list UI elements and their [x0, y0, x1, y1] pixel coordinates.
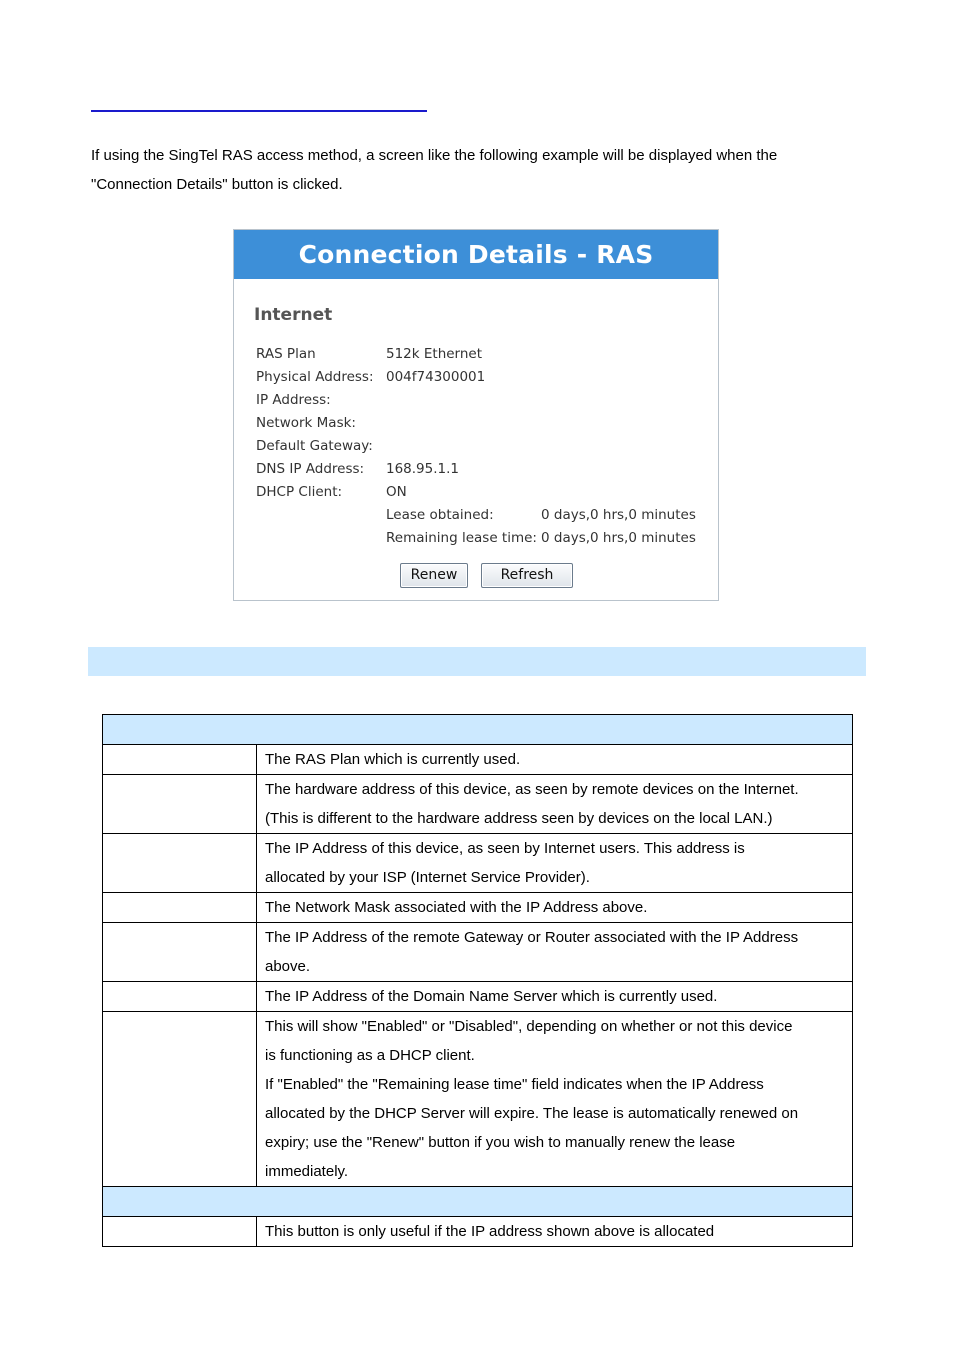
table-row	[103, 775, 853, 834]
description-line: If "Enabled" the "Remaining lease time" field indicates when the IP Address	[265, 1076, 764, 1093]
description-line: The hardware address of this device, as seen by remote devices on the Internet.	[265, 781, 799, 798]
table-row	[103, 923, 853, 982]
field-name-cell	[103, 923, 257, 982]
description-line: allocated by your ISP (Internet Service Provider).	[265, 869, 590, 886]
field-description-cell	[257, 834, 853, 893]
detail-label: DHCP Client:	[256, 484, 343, 500]
detail-value: 0 days,0 hrs,0 minutes	[541, 530, 696, 546]
table-row	[103, 834, 853, 893]
field-description-cell	[257, 1217, 853, 1247]
section-heading-internet: Internet	[254, 305, 333, 325]
detail-label: RAS Plan	[256, 346, 316, 362]
description-line: is functioning as a DHCP client.	[265, 1047, 475, 1064]
description-line: (This is different to the hardware address seen by devices on the local LAN.)	[265, 810, 773, 827]
description-line: expiry; use the "Renew" button if you wish to manually renew the lease	[265, 1134, 736, 1151]
description-line: This will show "Enabled" or "Disabled", depending on whether or not this device	[265, 1018, 793, 1035]
intro-line-2: "Connection Details" button is clicked.	[91, 176, 343, 193]
field-name-cell	[103, 1217, 257, 1247]
description-line: immediately.	[265, 1163, 349, 1180]
table-row	[103, 982, 853, 1012]
detail-label: IP Address:	[256, 392, 331, 408]
field-name-cell	[103, 775, 257, 834]
description-line: The Network Mask associated with the IP Address above.	[265, 899, 648, 916]
detail-value: 168.95.1.1	[386, 461, 459, 477]
detail-value: ON	[386, 484, 407, 500]
field-description-cell	[257, 775, 853, 834]
description-line: The RAS Plan which is currently used.	[265, 751, 521, 768]
field-name-cell	[103, 1012, 257, 1187]
table-group-header	[103, 715, 853, 745]
field-name-cell	[103, 982, 257, 1012]
field-description-cell	[257, 982, 853, 1012]
heading-underline	[91, 110, 427, 112]
field-description-cell	[257, 893, 853, 923]
table-row	[103, 745, 853, 775]
connection-details-screenshot	[233, 229, 719, 601]
table-group-header	[103, 1187, 853, 1217]
field-description-cell	[257, 745, 853, 775]
detail-label: Remaining lease time:	[386, 530, 537, 546]
description-line: above.	[265, 958, 311, 975]
detail-label: Lease obtained:	[386, 507, 494, 523]
field-name-cell	[103, 834, 257, 893]
refresh-button[interactable]: Refresh	[481, 563, 573, 588]
panel-title: Connection Details - RAS	[234, 230, 718, 279]
description-line: allocated by the DHCP Server will expire. The lease is automatically renewed on	[265, 1105, 799, 1122]
table-row	[103, 1217, 853, 1247]
section-heading-band	[88, 647, 866, 676]
description-line: The IP Address of the remote Gateway or Router associated with the IP Address	[265, 929, 799, 946]
detail-label: DNS IP Address:	[256, 461, 365, 477]
intro-paragraph	[91, 141, 871, 199]
field-name-cell	[103, 893, 257, 923]
field-description-cell	[257, 1012, 853, 1187]
detail-value: 0 days,0 hrs,0 minutes	[541, 507, 696, 523]
description-line: The IP Address of the Domain Name Server which is currently used.	[265, 988, 718, 1005]
detail-value: 512k Ethernet	[386, 346, 483, 362]
intro-line-1: If using the SingTel RAS access method, a screen like the following example will be displayed when the	[91, 147, 778, 164]
field-description-cell	[257, 923, 853, 982]
description-line: The IP Address of this device, as seen by Internet users. This address is	[265, 840, 745, 857]
table-row	[103, 1012, 853, 1187]
detail-label: Default Gateway:	[256, 438, 373, 454]
field-name-cell	[103, 745, 257, 775]
description-line: This button is only useful if the IP address shown above is allocated	[265, 1223, 715, 1240]
detail-value: 004f74300001	[386, 369, 486, 385]
detail-label: Physical Address:	[256, 369, 374, 385]
renew-button[interactable]: Renew	[400, 563, 468, 588]
field-description-table	[102, 714, 853, 1247]
detail-label: Network Mask:	[256, 415, 356, 431]
table-row	[103, 893, 853, 923]
